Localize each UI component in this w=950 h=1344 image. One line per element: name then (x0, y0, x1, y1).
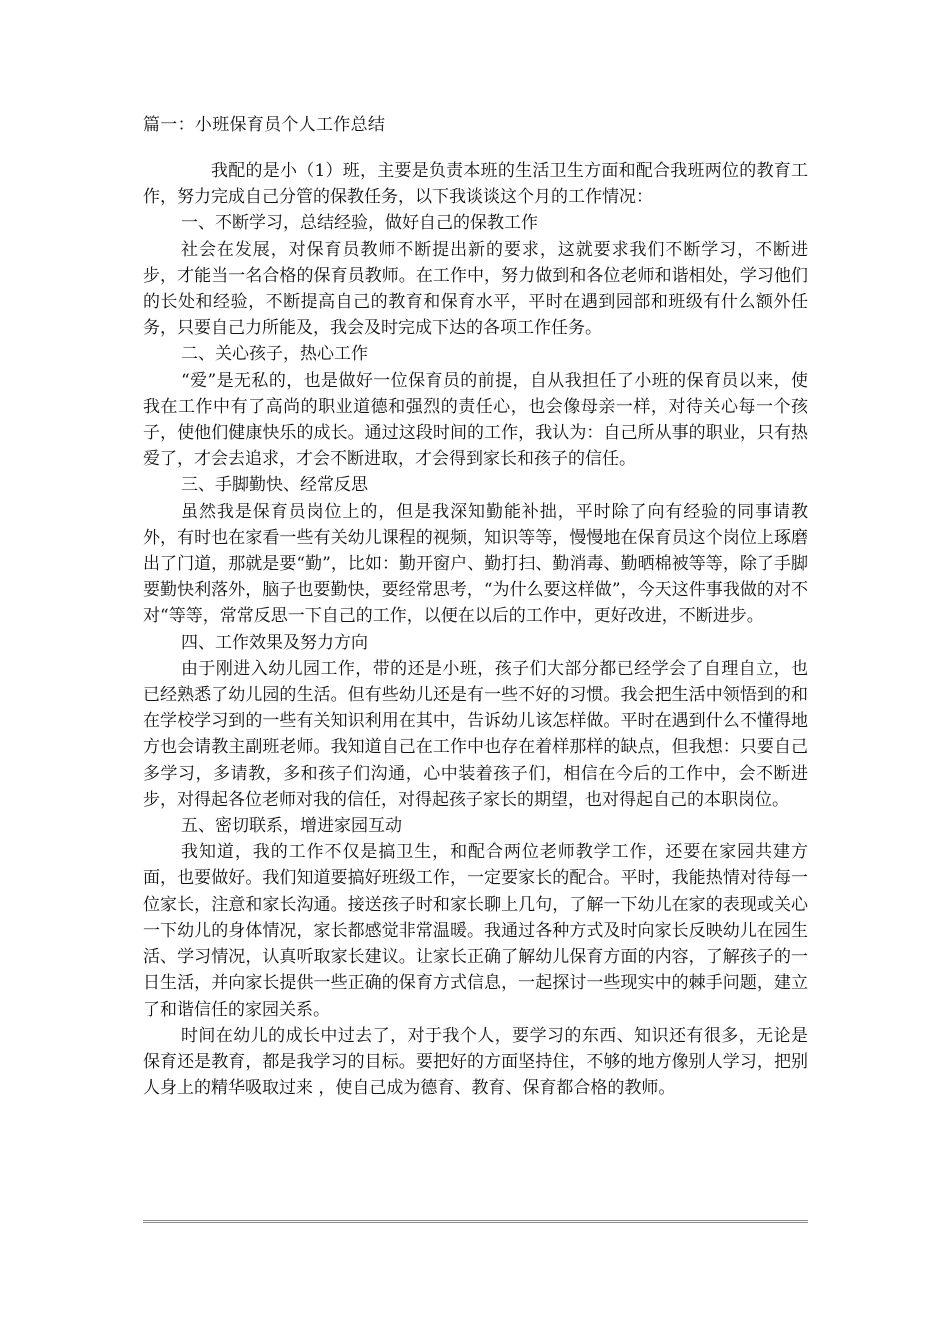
section-4-heading: 四、工作效果及努力方向 (181, 632, 368, 653)
section-3-body: 虽然我是保育员岗位上的，但是我深知勤能补拙，平时除了向有经验的同事请教外，有时也在家看一些有关幼儿课程的视频，知识等等，慢慢地在保育员这个岗位上琢磨出了门道，那就是要“勤”，比如：勤开窗户、勤打扫、勤消毒、勤晒棉被等等，除了手脚要勤快利落外，脑子也要勤快，要经常思考，“为什么要这样做”，今天这件事我做的对不对“等等，常常反思一下自己的工作，以便在以后的工作中，更好改进，不断进步。 (143, 501, 808, 627)
document-title: 篇一：小班保育员个人工作总结 (143, 115, 386, 135)
section-3-heading: 三、手脚勤快、经常反思 (181, 475, 368, 496)
section-5-body: 我知道，我的工作不仅是搞卫生，和配合两位老师教学工作，还要在家园共建方面，也要做好。我们知道要搞好班级工作，一定要家长的配合。平时，我能热情对待每一位家长，注意和家长沟通。接送孩子时和家长聊上几句，了解一下幼儿在家的表现或关心一下幼儿的身体情况，家长都感觉非常温暖。我通过各种方式及时向家长反映幼儿在园生活、学习情况，认真听取家长建议。让家长正确了解幼儿保育方面的内容，了解孩子的一日生活，并向家长提供一些正确的保育方式信息，一起探讨一些现实中的棘手问题，建立了和谐信任的家园关系。 (143, 842, 808, 1020)
section-2-heading: 二、关心孩子，热心工作 (181, 344, 368, 365)
footer-divider (143, 1220, 808, 1223)
document-page (143, 112, 808, 1101)
section-2-body: “爱”是无私的，也是做好一位保育员的前提，自从我担任了小班的保育员以来，使我在工作中有了高尚的职业道德和强烈的责任心，也会像母亲一样，对待关心每一个孩子，使他们健康快乐的成长。通过这段时间的工作，我认为：自己所从事的职业，只有热爱了，才会去追求，才会不断进取，才会得到家长和孩子的信任。 (143, 370, 808, 470)
section-5-heading: 五、密切联系，增进家园互动 (181, 816, 402, 837)
section-1-body: 社会在发展，对保育员教师不断提出新的要求，这就要求我们不断学习，不断进步，才能当一名合格的保育员教师。在工作中，努力做到和各位老师和谐相处，学习他们的长处和经验，不断提高自己的教育和保育水平，平时在遇到园部和班级有什么额外任务，只要自己力所能及，我会及时完成下达的各项工作任务。 (143, 239, 808, 339)
section-4-body: 由于刚进入幼儿园工作，带的还是小班，孩子们大部分都已经学会了自理自立，也已经熟悉了幼儿园的生活。但有些幼儿还是有一些不好的习惯。我会把生活中领悟到的和在学校学习到的一些有关知识利用在其中，告诉幼儿该怎样做。平时在遇到什么不懂得地方也会请教主副班老师。我知道自己在工作中也存在着样那样的缺点，但我想：只要自己多学习，多请教，多和孩子们沟通，心中装着孩子们，相信在今后的工作中，会不断进步，对得起各位老师对我的信任，对得起孩子家长的期望，也对得起自己的本职岗位。 (143, 658, 808, 810)
intro-paragraph: 我配的是小（1）班，主要是负责本班的生活卫生方面和配合我班两位的教育工作，努力完成自己分管的保教任务，以下我谈谈这个月的工作情况： (143, 161, 808, 208)
closing-paragraph: 时间在幼儿的成长中过去了，对于我个人，要学习的东西、知识还有很多，无论是保育还是教育，都是我学习的目标。要把好的方面坚持住，不够的地方像别人学习，把别人身上的精华吸取过来 ，使自己成为德育、教育、保育都合格的教师。 (143, 1025, 808, 1099)
section-1-heading: 一、不断学习，总结经验，做好自己的保教工作 (181, 213, 538, 234)
